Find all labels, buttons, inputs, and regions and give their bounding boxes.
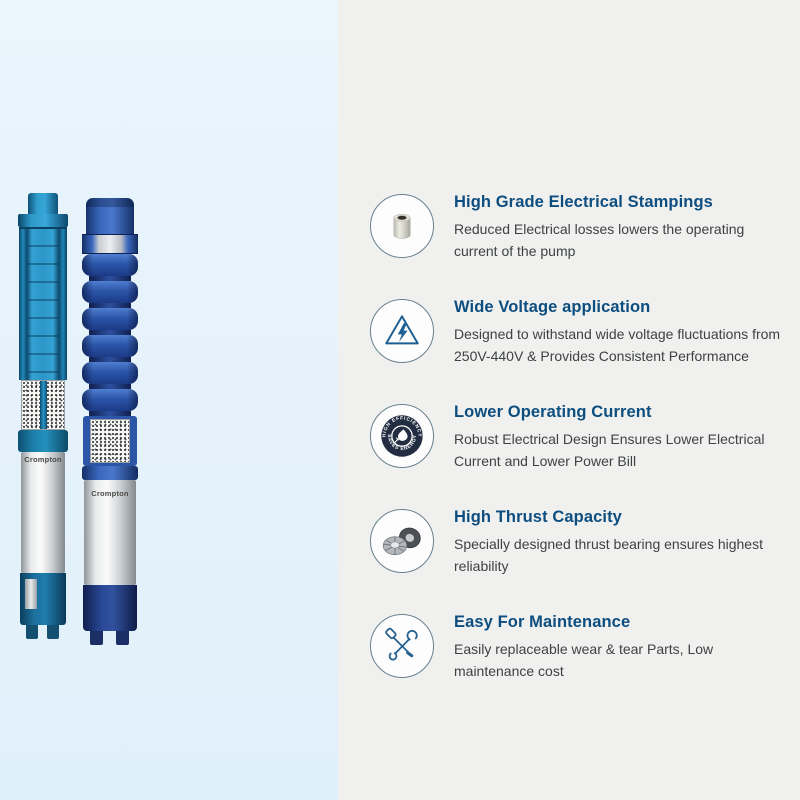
pump-foot (26, 625, 38, 639)
pump-collar (82, 466, 138, 480)
feature-title: Wide Voltage application (454, 298, 651, 316)
voltage-warning-icon (378, 307, 426, 355)
feature-row-easy-maintenance (370, 612, 784, 682)
feature-row-thrust-capacity (370, 507, 784, 577)
feature-description: Reduced Electrical losses lowers the operating current of the pump (454, 221, 745, 259)
pump-motor-body (84, 480, 136, 585)
pump-strainer-section (83, 416, 137, 466)
feature-title: Easy For Maintenance (454, 613, 631, 631)
pump-strainer-mesh (21, 380, 65, 430)
pump-brand-label: Crompton (24, 455, 62, 464)
feature-text (454, 192, 784, 262)
pump-base (83, 585, 137, 631)
pump-collar (18, 430, 68, 452)
pump-top-cap (28, 193, 58, 214)
feature-text (454, 507, 784, 577)
feature-text (454, 297, 784, 367)
feature-list (370, 192, 784, 717)
feature-text (454, 612, 784, 682)
pump-strainer-mesh (90, 419, 130, 463)
feature-title: High Grade Electrical Stampings (454, 193, 713, 211)
pump-foot (116, 631, 129, 645)
feature-icon-circle (370, 299, 434, 363)
pump-motor-body (21, 452, 65, 573)
feature-description: Easily replaceable wear & tear Parts, Low maintenance cost (454, 641, 714, 679)
feature-icon-circle (370, 404, 434, 468)
pump-stage-stack (82, 254, 138, 416)
feature-text (454, 402, 784, 472)
feature-description: Robust Electrical Design Ensures Lower Electrical Current and Lower Power Bill (454, 431, 765, 469)
pump-photo-panel (0, 0, 338, 800)
efficiency-seal-icon (377, 411, 427, 461)
feature-description: Designed to withstand wide voltage fluctuations from 250V-440V & Provides Consistent Performance (454, 326, 781, 364)
maintenance-tools-icon (378, 622, 426, 670)
pump-impeller-body (19, 227, 67, 380)
feature-row-electrical-stampings (370, 192, 784, 262)
feature-title: Lower Operating Current (454, 403, 652, 421)
pump-top-cap (86, 198, 134, 234)
pump-foot (47, 625, 59, 639)
feature-icon-circle (370, 194, 434, 258)
feature-row-wide-voltage (370, 297, 784, 367)
pump-valve-band (82, 234, 138, 254)
pump-brand-label: Crompton (91, 489, 129, 498)
feature-icon-circle (370, 509, 434, 573)
seal-text-bottom: SAVES ENERGY (385, 434, 419, 453)
feature-title: High Thrust Capacity (454, 508, 622, 526)
stamping-icon (378, 202, 426, 250)
pump-flange (18, 214, 68, 227)
pump-base (20, 573, 66, 625)
seal-text-top: HIGH EFFICIENCY (382, 416, 422, 438)
feature-description: Specially designed thrust bearing ensures highest reliability (454, 536, 763, 574)
pump-photo-left (18, 193, 68, 639)
pump-photo-right (82, 198, 138, 645)
pump-foot (90, 631, 103, 645)
feature-row-lower-current (370, 402, 784, 472)
feature-icon-circle (370, 614, 434, 678)
thrust-bearing-icon (377, 516, 427, 566)
